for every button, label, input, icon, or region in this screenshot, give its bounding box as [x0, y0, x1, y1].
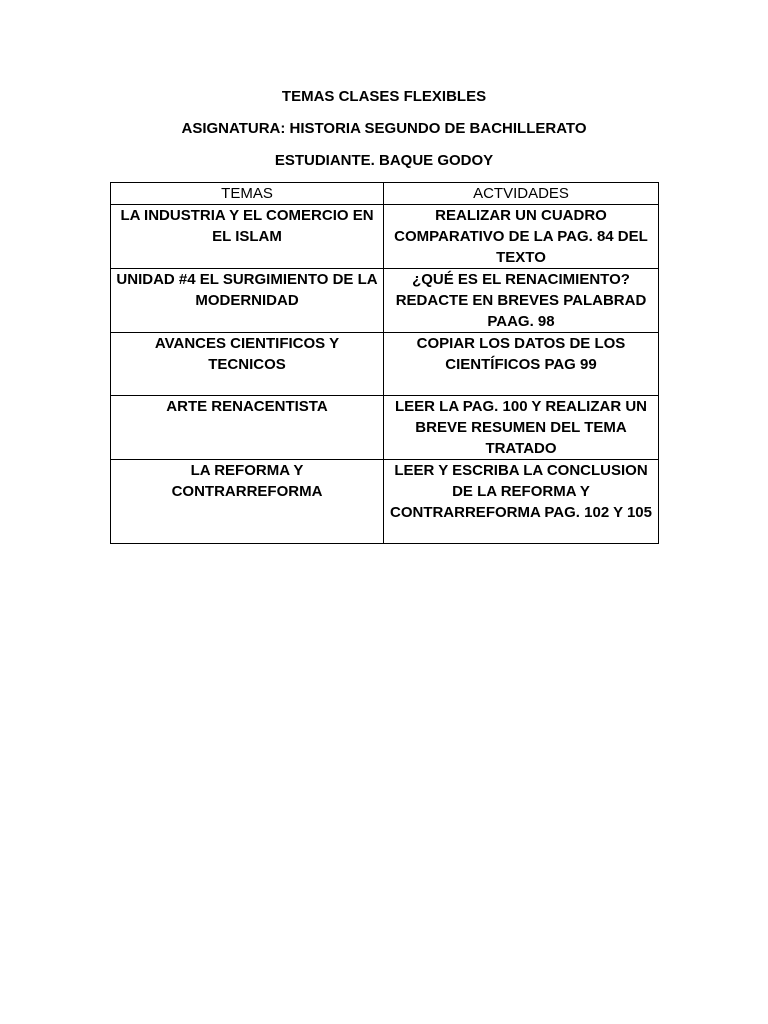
cell-actividad: LEER Y ESCRIBA LA CONCLUSION DE LA REFORMA Y CONTRARREFORMA PAG. 102 Y 105 — [384, 460, 659, 544]
table-header-row — [111, 183, 659, 205]
subject-line: ASIGNATURA: HISTORIA SEGUNDO DE BACHILLERATO — [181, 120, 587, 137]
document-title: TEMAS CLASES FLEXIBLES — [281, 88, 487, 105]
table-row — [111, 269, 659, 333]
header-actividades: ACTVIDADES — [384, 183, 659, 205]
student-line: ESTUDIANTE. BAQUE GODOY — [274, 152, 494, 169]
cell-actividad: COPIAR LOS DATOS DE LOS CIENTÍFICOS PAG 99 — [384, 333, 659, 396]
cell-tema: AVANCES CIENTIFICOS Y TECNICOS — [111, 333, 384, 396]
cell-actividad: LEER LA PAG. 100 Y REALIZAR UN BREVE RESUMEN DEL TEMA TRATADO — [384, 396, 659, 460]
cell-tema: UNIDAD #4 EL SURGIMIENTO DE LA MODERNIDAD — [111, 269, 384, 333]
cell-tema: LA INDUSTRIA Y EL COMERCIO EN EL ISLAM — [111, 205, 384, 269]
table-row — [111, 333, 659, 396]
cell-actividad: REALIZAR UN CUADRO COMPARATIVO DE LA PAG. 84 DEL TEXTO — [384, 205, 659, 269]
cell-actividad: ¿QUÉ ES EL RENACIMIENTO? REDACTE EN BREVES PALABRAD PAAG. 98 — [384, 269, 659, 333]
table-row — [111, 396, 659, 460]
topics-activities-table — [110, 182, 659, 544]
table-row — [111, 460, 659, 544]
cell-tema: LA REFORMA Y CONTRARREFORMA — [111, 460, 384, 544]
cell-tema: ARTE RENACENTISTA — [111, 396, 384, 460]
table-row — [111, 205, 659, 269]
header-temas: TEMAS — [111, 183, 384, 205]
